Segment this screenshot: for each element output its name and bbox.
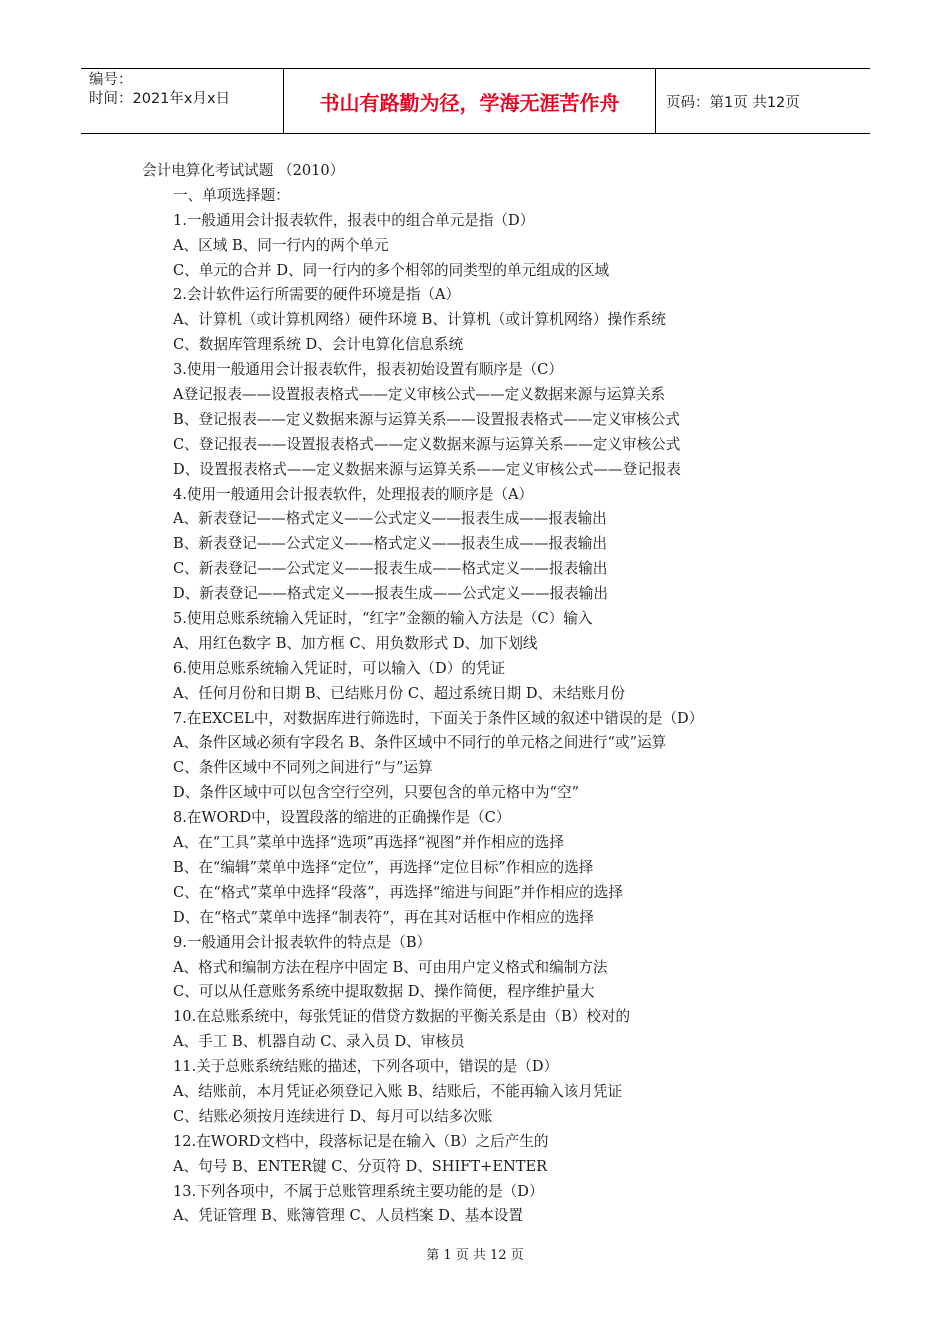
header-meta xyxy=(81,69,284,133)
document-body xyxy=(142,159,802,1229)
text-line: 8.在WORD中，设置段落的缩进的正确操作是（C） xyxy=(173,809,511,827)
section-heading: 一、单项选择题： xyxy=(173,186,290,204)
text-line: A、条件区域必须有字段名 B、条件区域中不同行的单元格之间进行“或”运算 xyxy=(173,734,667,752)
page-header xyxy=(81,68,870,134)
text-line: 6.使用总账系统输入凭证时，可以输入（D）的凭证 xyxy=(173,659,506,677)
text-line: C、结账必须按月连续进行 D、每月可以结多次账 xyxy=(173,1107,493,1125)
text-line: D、条件区域中可以包含空行空列，只要包含的单元格中为“空” xyxy=(173,784,580,802)
text-line: A、句号 B、ENTER键 C、分页符 D、SHIFT+ENTER xyxy=(173,1157,548,1175)
text-line: C、条件区域中不同列之间进行“与”运算 xyxy=(173,759,433,777)
text-line: D、设置报表格式——定义数据来源与运算关系——定义审核公式——登记报表 xyxy=(173,460,681,478)
text-line: A、凭证管理 B、账簿管理 C、人员档案 D、基本设置 xyxy=(173,1207,523,1225)
text-line: C、登记报表——设置报表格式——定义数据来源与运算关系——定义审核公式 xyxy=(173,435,681,453)
text-line: 4.使用一般通用会计报表软件，处理报表的顺序是（A） xyxy=(173,485,534,503)
text-line: C、在“格式”菜单中选择“段落”，再选择“缩进与间距”并作相应的选择 xyxy=(173,883,623,901)
text-line: B、登记报表——定义数据来源与运算关系——设置报表格式——定义审核公式 xyxy=(173,410,680,428)
text-line: 12.在WORD文档中，段落标记是在输入（B）之后产生的 xyxy=(173,1132,549,1150)
text-line: D、在“格式”菜单中选择“制表符”，再在其对话框中作相应的选择 xyxy=(173,908,594,926)
header-motto: 书山有路勤为径，学海无涯苦作舟 xyxy=(284,69,656,133)
text-line: 11.关于总账系统结账的描述，下列各项中，错误的是（D） xyxy=(173,1058,559,1076)
text-line: C、数据库管理系统 D、会计电算化信息系统 xyxy=(173,336,464,354)
question-list xyxy=(142,184,802,1229)
text-line: A、格式和编制方法在程序中固定 B、可由用户定义格式和编制方法 xyxy=(173,958,608,976)
text-line: A、手工 B、机器自动 C、录入员 D、审核员 xyxy=(173,1033,465,1051)
text-line: 13.下列各项中，不属于总账管理系统主要功能的是（D） xyxy=(173,1182,544,1200)
text-line: A、新表登记——格式定义——公式定义——报表生成——报表输出 xyxy=(173,510,607,528)
text-line: 1.一般通用会计报表软件，报表中的组合单元是指（D） xyxy=(173,211,535,229)
text-line: A、在“工具”菜单中选择“选项”再选择“视图”并作相应的选择 xyxy=(173,834,564,852)
text-line: A、用红色数字 B、加方框 C、用负数形式 D、加下划线 xyxy=(173,634,538,652)
text-line: A登记报表——设置报表格式——定义审核公式——定义数据来源与运算关系 xyxy=(173,386,666,404)
text-line: 9.一般通用会计报表软件的特点是（B） xyxy=(173,933,432,951)
text-line: 7.在EXCEL中，对数据库进行筛选时，下面关于条件区域的叙述中错误的是（D） xyxy=(173,709,704,727)
date-label: 时间：2021年x月x日 xyxy=(89,91,231,107)
text-line: 10.在总账系统中，每张凭证的借贷方数据的平衡关系是由（B）校对的 xyxy=(173,1008,631,1026)
text-line: A、区域 B、同一行内的两个单元 xyxy=(173,236,389,254)
text-line: D、新表登记——格式定义——报表生成——公式定义——报表输出 xyxy=(173,585,608,603)
text-line: C、新表登记——公式定义——报表生成——格式定义——报表输出 xyxy=(173,560,608,578)
header-page-info: 页码：第1页 共12页 xyxy=(666,94,800,111)
text-line: A、计算机（或计算机网络）硬件环境 B、计算机（或计算机网络）操作系统 xyxy=(173,311,666,329)
document-title: 会计电算化考试试题 （2010） xyxy=(142,162,345,179)
text-line: C、单元的合并 D、同一行内的多个相邻的同类型的单元组成的区域 xyxy=(173,261,610,279)
text-line: C、可以从任意账务系统中提取数据 D、操作简便，程序维护量大 xyxy=(173,983,595,1001)
text-line: 5.使用总账系统输入凭证时，“红字”金额的输入方法是（C）输入 xyxy=(173,610,593,628)
text-line: B、新表登记——公式定义——格式定义——报表生成——报表输出 xyxy=(173,535,607,553)
text-line: B、在“编辑”菜单中选择“定位”，再选择“定位目标”作相应的选择 xyxy=(173,858,594,876)
text-line: 3.使用一般通用会计报表软件，报表初始设置有顺序是（C） xyxy=(173,361,563,379)
text-line: 2.会计软件运行所需要的硬件环境是指（A） xyxy=(173,286,461,304)
text-line: A、结账前，本月凭证必须登记入账 B、结账后，不能再输入该月凭证 xyxy=(173,1082,623,1100)
page-footer: 第 1 页 共 12 页 xyxy=(426,1248,524,1263)
text-line: A、任何月份和日期 B、已结账月份 C、超过系统日期 D、未结账月份 xyxy=(173,684,626,702)
number-label: 编号： xyxy=(89,72,133,88)
